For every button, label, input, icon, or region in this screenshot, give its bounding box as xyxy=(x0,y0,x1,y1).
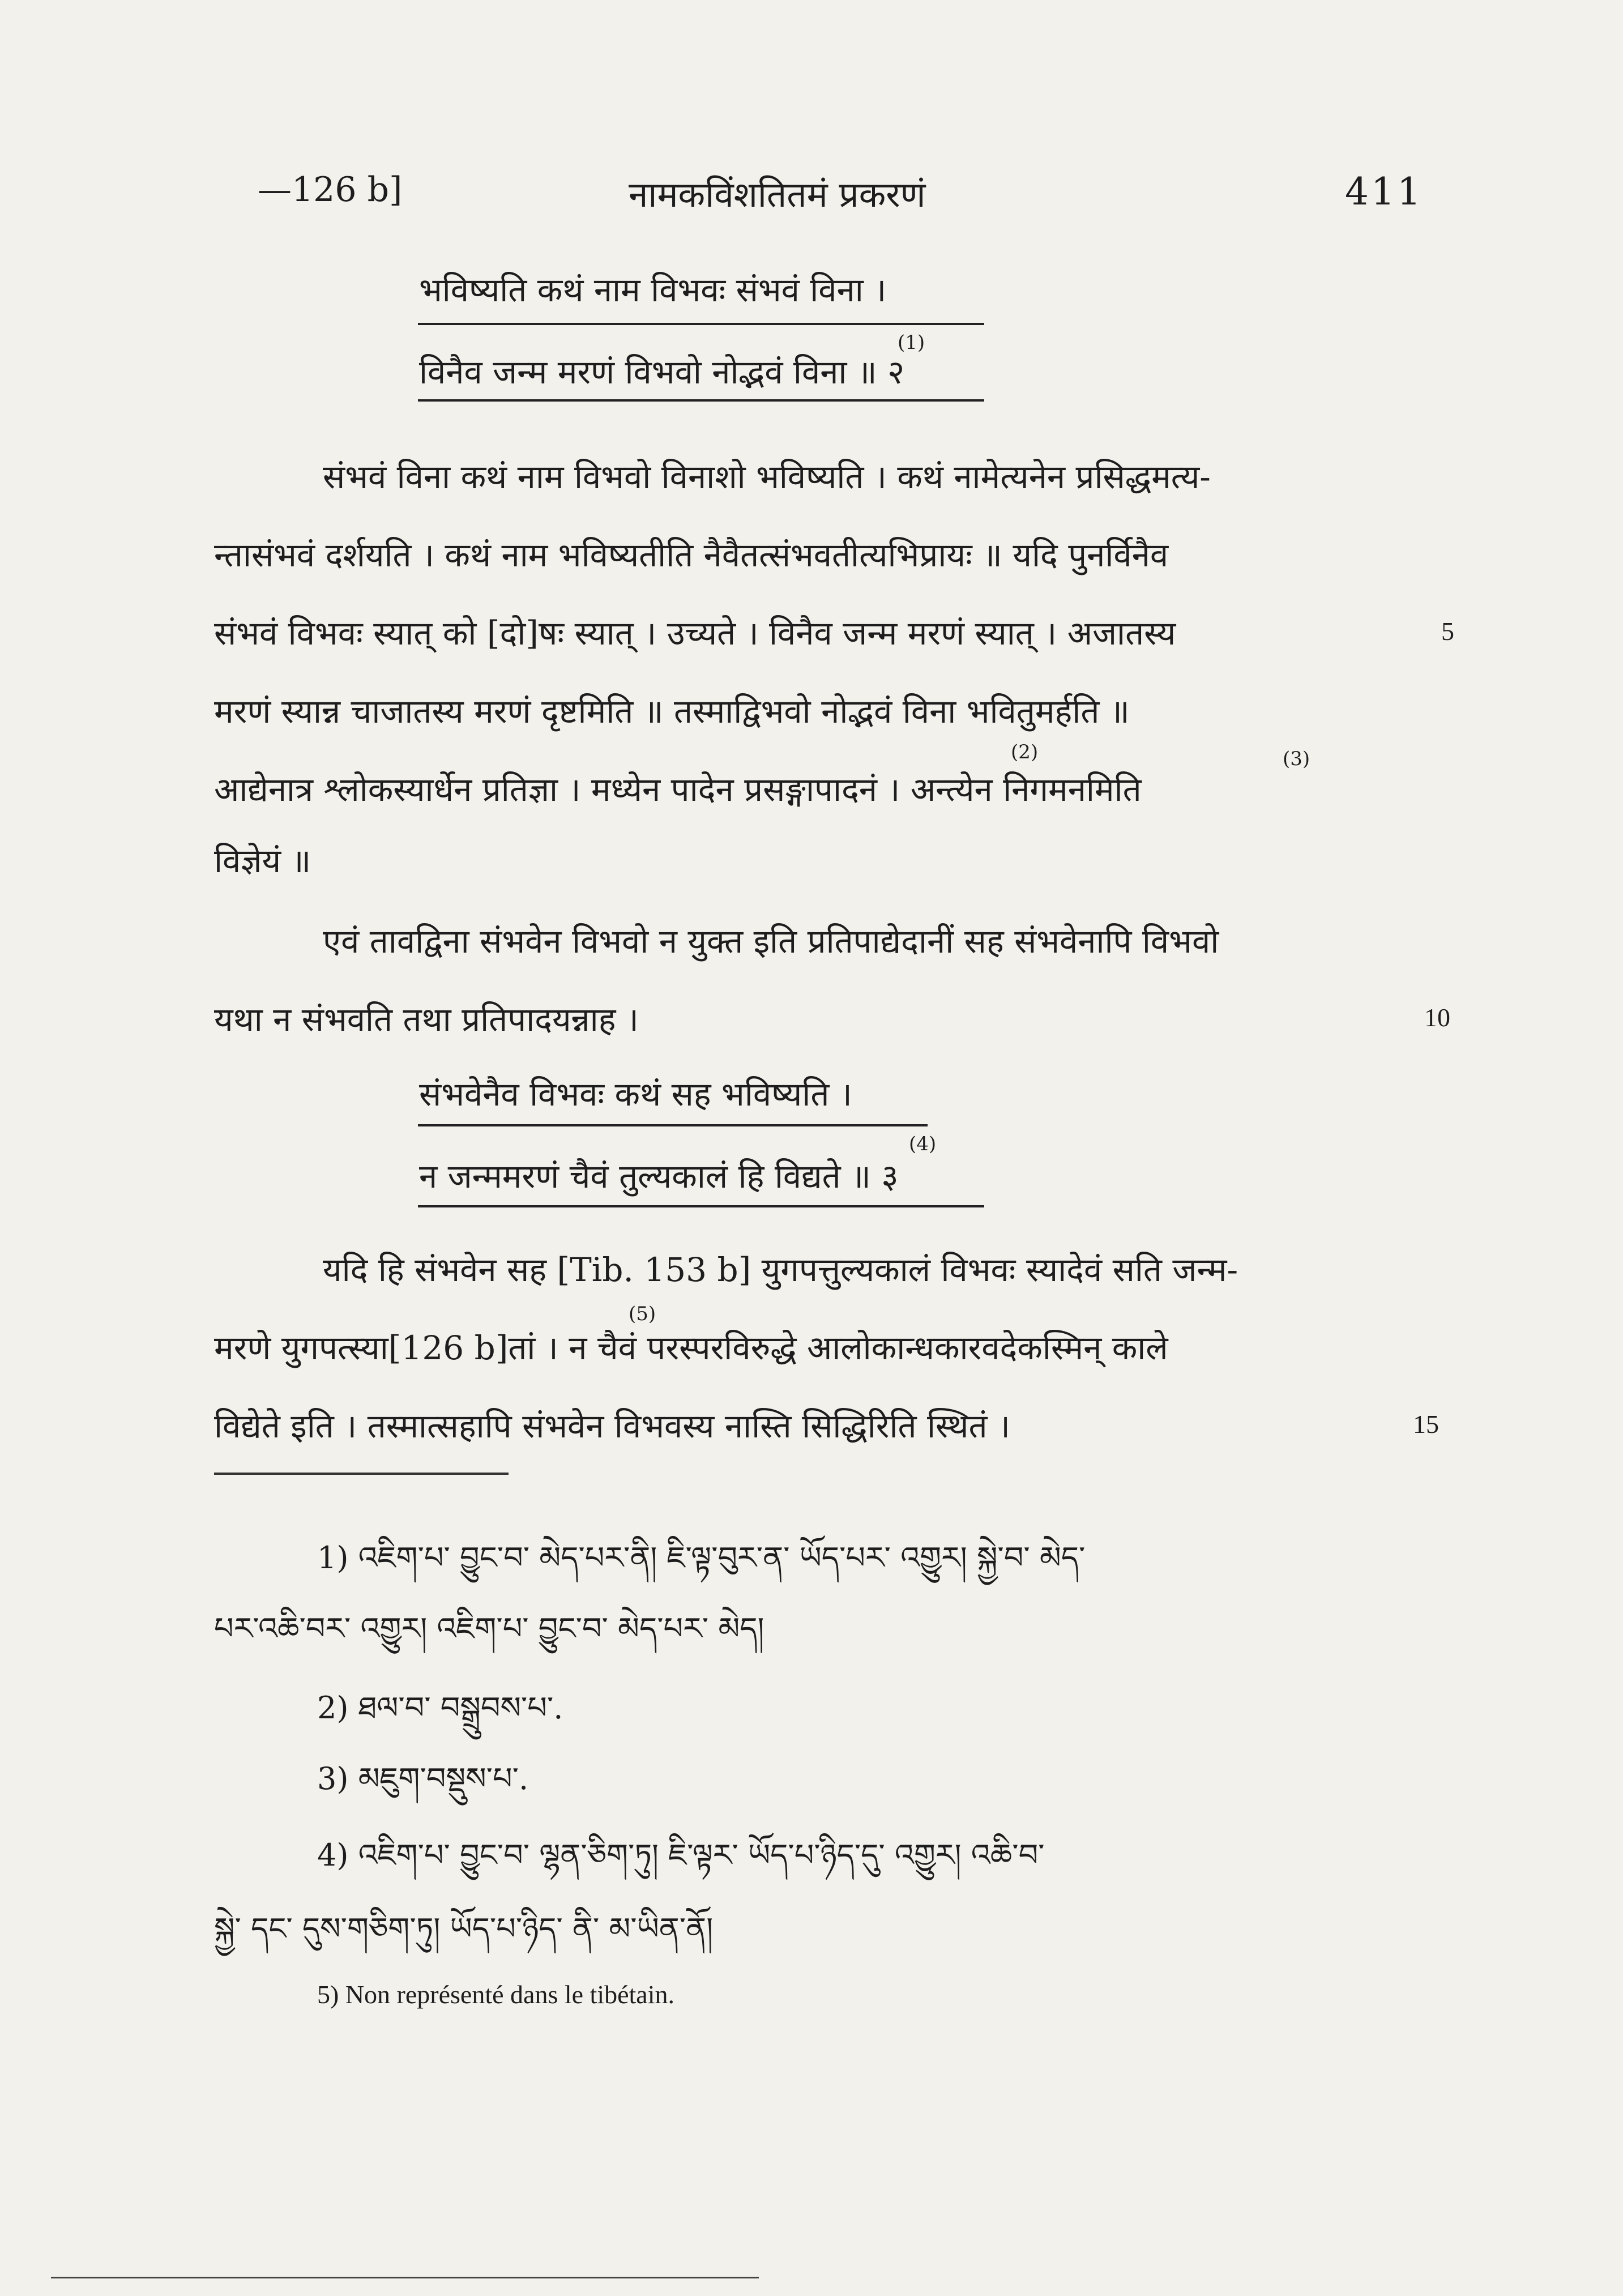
line-number-5: 5 xyxy=(1441,617,1454,646)
verse-1-line-2: विनैव जन्म मरणं विभवो नोद्भवं विना ॥ २ xyxy=(419,353,905,391)
paragraph-1-line-2: न्तासंभवं दर्शयति । कथं नाम भविष्यतीति नैवैतत्संभवतीत्यभिप्रायः ॥ यदि पुनर्विनैव xyxy=(214,536,1169,574)
footnote-mark-5: (5) xyxy=(629,1303,656,1325)
footnote-mark-1: (1) xyxy=(898,331,925,354)
line-number-15: 15 xyxy=(1413,1410,1439,1439)
verse-1-underline-2 xyxy=(418,399,984,402)
footnote-5: 5) Non représenté dans le tibétain. xyxy=(317,1980,674,2009)
verse-2-underline-2 xyxy=(418,1205,984,1207)
paragraph-1-line-4: मरणं स्यान्न चाजातस्य मरणं दृष्टमिति ॥ तस्माद्विभवो नोद्भवं विना भवितुमर्हति ॥ xyxy=(214,692,1130,731)
line-number-10: 10 xyxy=(1424,1003,1450,1032)
verse-2-line-1: संभवेनैव विभवः कथं सह भविष्यति । xyxy=(419,1075,852,1113)
footnote-2: 2) ཐལ་བ་ བསྒྲུབས་པ་. xyxy=(317,1690,563,1726)
header-chapter-title: नामकविंशतितमं प्रकरणं xyxy=(629,174,926,215)
footnote-separator xyxy=(214,1473,509,1475)
footnote-1-continuation: པར་འཆི་བར་ འགྱུར། འཇིག་པ་ བྱུང་བ་ མེད་པར་ མེད། xyxy=(214,1611,764,1646)
paragraph-1-line-6: विज्ञेयं ॥ xyxy=(214,842,311,880)
verse-2-underline-1 xyxy=(418,1124,928,1126)
footnote-1: 1) འཇིག་པ་ བྱུང་བ་ མེད་པར་ནི། ཇི་ལྟ་བུར་ན་ ཡོད་པར་ འགྱུར། སྐྱེ་བ་ མེད་ xyxy=(317,1540,1086,1576)
bottom-rule xyxy=(51,2277,759,2278)
paragraph-3-line-2: मरणे युगपत्स्या[126 b]तां । न चैवं परस्परविरुद्धे आलोकान्धकारवदेकस्मिन् काले xyxy=(214,1329,1168,1367)
paragraph-1-line-5: आद्येनात्र श्लोकस्यार्धेन प्रतिज्ञा । मध्येन पादेन प्रसङ्गापादनं । अन्त्येन निगमनमिति xyxy=(214,770,1142,809)
paragraph-3-line-1: यदि हि संभवेन सह [Tib. 153 b] युगपत्तुल्यकालं विभवः स्यादेवं सति जन्म- xyxy=(323,1251,1238,1289)
footnote-4: 4) འཇིག་པ་ བྱུང་བ་ ལྷན་ཅིག་ཏུ། ཇི་ལྟར་ ཡོད་པ་ཉིད་དུ་ འགྱུར། འཆི་བ་ xyxy=(317,1837,1045,1873)
footnote-mark-4: (4) xyxy=(909,1133,937,1155)
footnote-mark-2: (2) xyxy=(1011,741,1039,763)
verse-1-underline-1 xyxy=(418,323,984,325)
footnote-mark-3: (3) xyxy=(1283,748,1310,770)
paragraph-1-line-1: संभवं विना कथं नाम विभवो विनाशो भविष्यति । कथं नामेत्यनेन प्रसिद्धमत्य- xyxy=(323,458,1211,496)
verse-1-line-1: भविष्यति कथं नाम विभवः संभवं विना । xyxy=(419,271,887,309)
verse-2-line-2: न जन्ममरणं चैवं तुल्यकालं हि विद्यते ॥ ३ xyxy=(419,1157,899,1196)
paragraph-2-line-1: एवं तावद्विना संभवेन विभवो न युक्त इति प्रतिपाद्येदानीं सह संभवेनापि विभवो xyxy=(323,922,1219,961)
footnote-3: 3) མཇུག་བསྡུས་པ་. xyxy=(317,1761,529,1796)
header-reference: —126 b] xyxy=(258,170,403,210)
paragraph-1-line-3: संभवं विभवः स्यात् को [दो]षः स्यात् । उच्यते । विनैव जन्म मरणं स्यात् । अजातस्य xyxy=(214,614,1176,652)
paragraph-3-line-3: विद्येते इति । तस्मात्सहापि संभवेन विभवस्य नास्ति सिद्धिरिति स्थितं । xyxy=(214,1407,1010,1445)
footnote-4-continuation: སྐྱེ་ དང་ དུས་གཅིག་ཏུ། ཡོད་པ་ཉིད་ ནི་ མ་ཡིན་ནོ། xyxy=(214,1911,714,1947)
page-number: 411 xyxy=(1345,170,1423,214)
paragraph-2-line-2: यथा न संभवति तथा प्रतिपादयन्नाह । xyxy=(214,1000,639,1039)
